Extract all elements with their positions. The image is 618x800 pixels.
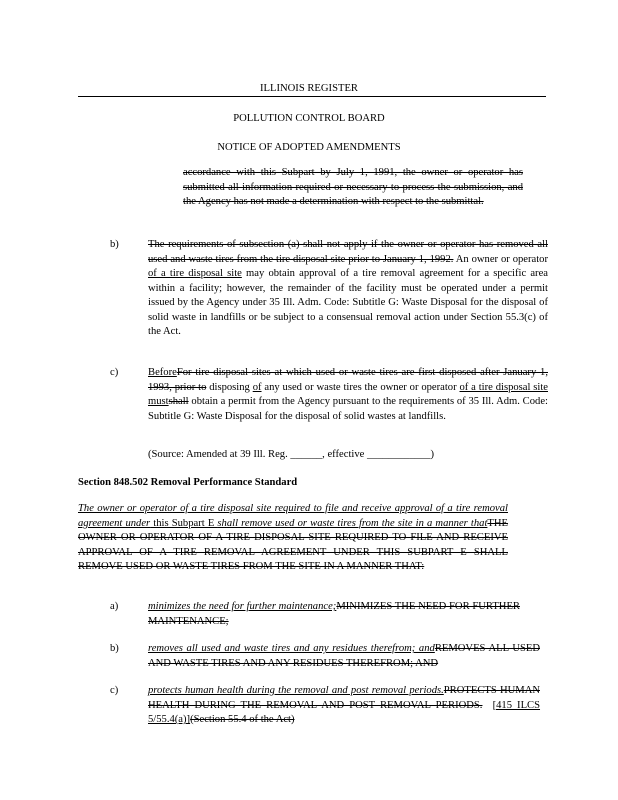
sub-item-a-struck: MINIMIZES THE NEED FOR FURTHER MAINTENANCE;: [148, 601, 520, 627]
item-b-inserted: of a tire disposal site: [148, 268, 242, 279]
sub-item-c-italic: protects human health during the removal and post removal periods.: [148, 685, 444, 696]
item-c-struck-2: shall: [168, 396, 189, 407]
sub-item-a-label: a): [110, 601, 119, 612]
item-c-text-3: obtain a permit from the Agency pursuant to the requirements of 35 Ill. Adm. Code: Subtitle G: Waste Disposal for the disposal of solid wastes at landfills.: [148, 396, 548, 422]
item-b-paragraph: [148, 238, 548, 340]
sub-item-a-italic: minimizes the need for further maintenance;: [148, 601, 337, 612]
notice-title: NOTICE OF ADOPTED AMENDMENTS: [217, 142, 401, 153]
sub-item-c-cite-struck: (Section 55.4 of the Act): [190, 714, 295, 725]
intro-italic-2: shall remove used or waste tires from the site in a manner that: [217, 517, 488, 529]
item-c-inserted-3: of a tire disposal site must: [148, 381, 548, 407]
section-intro: [78, 502, 508, 575]
intro-italic-1: The owner or operator of a tire disposal site required to file and receive approval of a tire removal agreement under: [78, 503, 508, 529]
header-rule: [78, 96, 546, 97]
continuation-struck-text: accordance with this Subpart by July 1, 1991, the owner or operator has submitted all information required or necessary to process the submission, and the Agency has not made a determination with respect to the submittal.: [183, 167, 523, 207]
item-b-struck: The requirements of subsection (a) shall not apply if the owner or operator has removed all used and waste tires from the tire disposal site prior to January 1, 1992.: [148, 239, 548, 265]
sub-item-b-label: b): [110, 643, 119, 654]
item-c-text-2: any used or waste tires the owner or operator: [261, 381, 460, 393]
item-c-inserted-2: of: [252, 381, 262, 393]
sub-item-b: [148, 642, 540, 671]
sub-item-c-cite: [415 ILCS 5/55.4(a)]: [148, 699, 541, 725]
register-title: ILLINOIS REGISTER: [260, 83, 358, 94]
sub-item-c-struck: PROTECTS HUMAN HEALTH DURING THE REMOVAL AND POST REMOVAL PERIODS.: [148, 685, 540, 711]
source-note: (Source: Amended at 39 Ill. Reg. ______, effective ____________): [148, 449, 435, 460]
sub-item-c-label: c): [110, 685, 119, 696]
intro-plain: this Subpart E: [150, 517, 218, 529]
continuation-paragraph: [183, 166, 523, 210]
item-c-struck-1: For tire disposal sites at which used or waste tires are first disposed after January 1, 1993, prior to: [148, 367, 548, 393]
item-b-label: b): [110, 239, 119, 250]
board-title: POLLUTION CONTROL BOARD: [233, 113, 385, 124]
item-c-label: c): [110, 367, 119, 378]
item-b-text-1: An owner or operator: [453, 253, 548, 265]
item-c-text-1: disposing: [206, 381, 253, 393]
sub-item-b-italic: removes all used and waste tires and any residues therefrom; and: [148, 643, 435, 654]
item-b-text-2: may obtain approval of a tire removal agreement for a specific area within a facility; however, the remainder of the facility must be operated under a permit issued by the Agency under 35 Ill. Adm. Code: Subtitle G: Waste Disposal for the disposal of solid waste in landfills or be subject to a consensual removal action under Section 55.3(c) of the Act.: [148, 268, 548, 337]
intro-struck: THE OWNER OR OPERATOR OF A TIRE DISPOSAL SITE REQUIRED TO FILE AND RECEIVE APPROVAL OF A TIRE REMOVAL AGREEMENT UNDER THIS SUBPART E SHALL REMOVE USED OR WASTE TIRES FROM THE SITE IN A MANNER THAT:: [78, 517, 509, 572]
sub-item-c: [148, 684, 540, 728]
sub-item-a: [148, 600, 520, 629]
item-c-paragraph: [148, 366, 548, 424]
item-c-inserted-1: Before: [148, 367, 177, 378]
sub-item-b-struck: REMOVES ALL USED AND WASTE TIRES AND ANY RESIDUES THEREFROM; AND: [148, 643, 540, 669]
section-heading: Section 848.502 Removal Performance Standard: [78, 477, 298, 488]
